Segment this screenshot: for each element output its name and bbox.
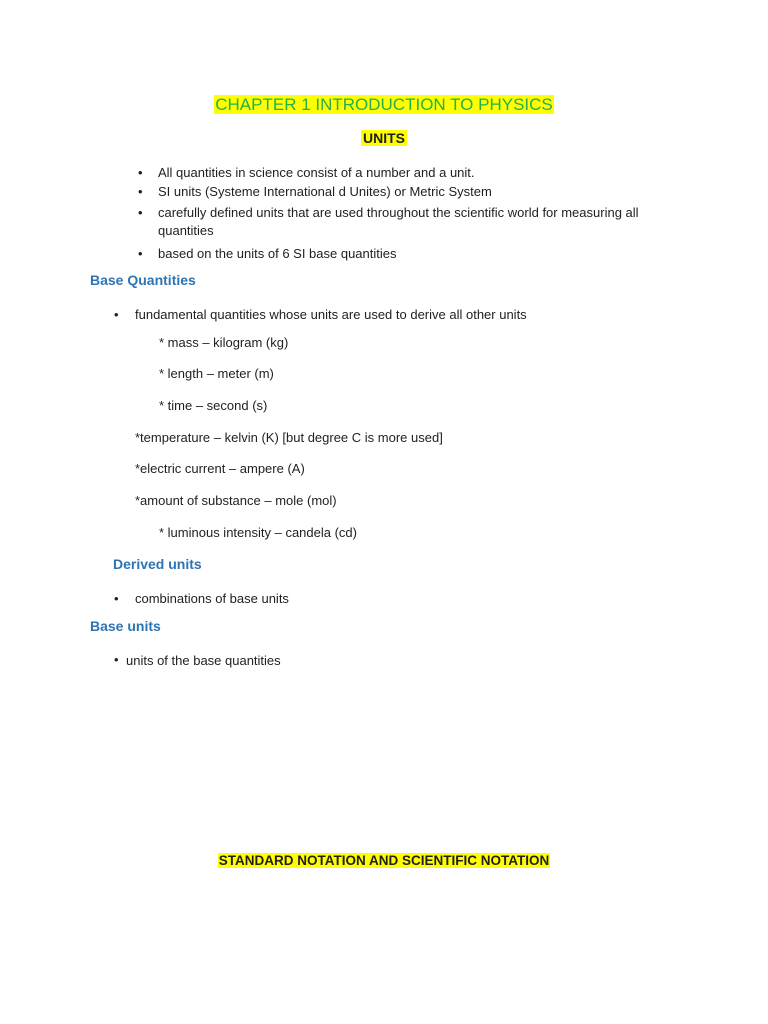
base-quantity-item: * length – meter (m) [159, 366, 274, 381]
list-item: combinations of base units [135, 591, 289, 606]
bullet-dot: • [114, 591, 119, 606]
bullet-dot: • [138, 184, 143, 199]
base-quantity-item: *electric current – ampere (A) [135, 461, 305, 476]
list-item: SI units (Systeme International d Unites) or Metric System [158, 184, 492, 199]
list-item: fundamental quantities whose units are used to derive all other units [135, 307, 527, 322]
bullet-dot: • [138, 205, 143, 220]
base-quantity-item: * luminous intensity – candela (cd) [159, 525, 357, 540]
page-title [0, 95, 768, 115]
list-item: units of the base quantities [126, 653, 281, 668]
bullet-dot: • [138, 165, 143, 180]
base-quantity-item: * mass – kilogram (kg) [159, 335, 289, 350]
units-heading [0, 130, 768, 146]
section-heading-notation-text: STANDARD NOTATION AND SCIENTIFIC NOTATION [218, 853, 550, 868]
list-item: All quantities in science consist of a number and a unit. [158, 165, 475, 180]
list-item: based on the units of 6 SI base quantities [158, 246, 397, 261]
section-heading-notation [0, 853, 768, 868]
base-units-heading: Base units [90, 618, 161, 634]
units-heading-text: UNITS [363, 130, 405, 146]
derived-units-heading: Derived units [113, 556, 202, 572]
base-quantity-item: *temperature – kelvin (K) [but degree C is more used] [135, 430, 443, 445]
base-quantities-heading: Base Quantities [90, 272, 196, 288]
base-quantity-item: * time – second (s) [159, 398, 268, 413]
page-title-text: CHAPTER 1 INTRODUCTION TO PHYSICS [215, 95, 553, 114]
list-item: carefully defined units that are used throughout the scientific world for measuring all quantities [158, 205, 639, 238]
bullet-dot: • [114, 307, 119, 322]
bullet-dot: • [114, 652, 119, 667]
bullet-dot: • [138, 246, 143, 261]
base-quantity-item: *amount of substance – mole (mol) [135, 493, 337, 508]
